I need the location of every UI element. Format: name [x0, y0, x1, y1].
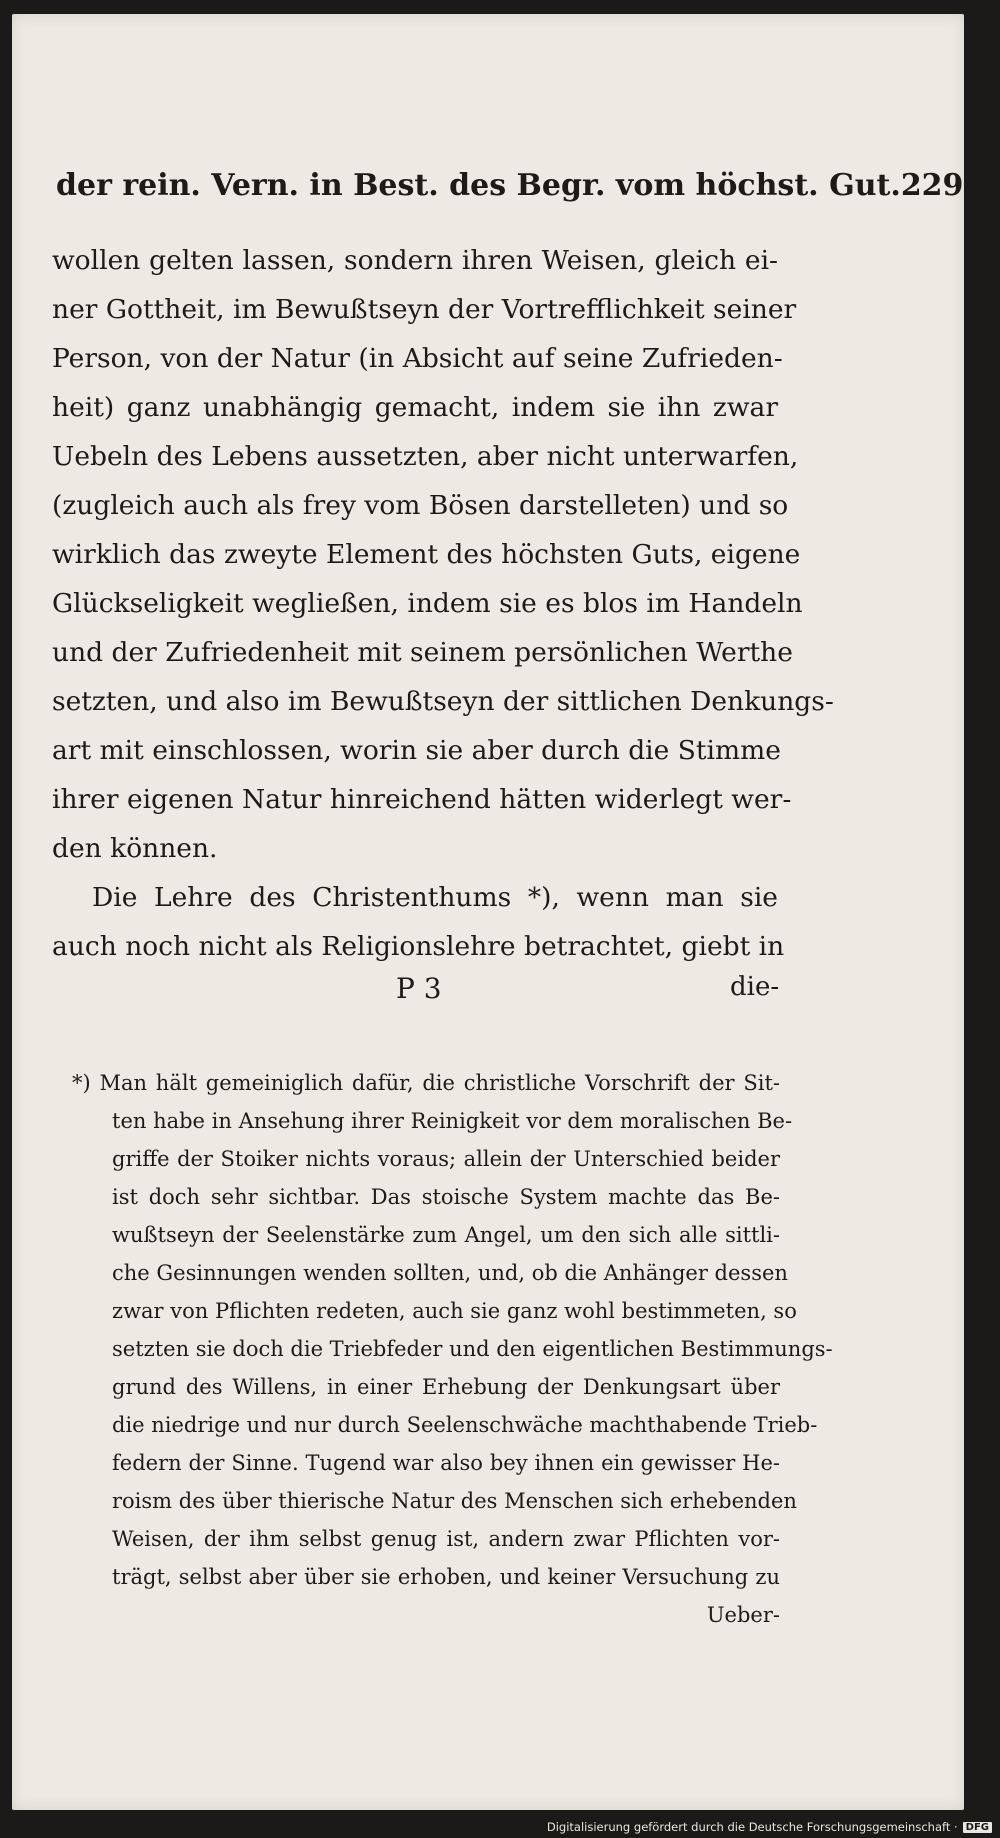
footnote-catchword: Ueber- — [706, 1603, 780, 1627]
text-line: wollen gelten lassen, sondern ihren Weisen, gleich ei- — [52, 245, 778, 276]
footnote — [72, 1064, 833, 1634]
main-text — [52, 236, 834, 971]
running-title: der rein. Vern. in Best. des Begr. vom höchst. Gut. — [56, 168, 901, 203]
dfg-logo: DFG — [963, 1822, 992, 1833]
footnote-line: wußtseyn der Seelenstärke zum Angel, um den sich alle sittli- — [112, 1223, 780, 1247]
footnote-line: *) Man hält gemeiniglich dafür, die christliche Vorschrift der Sit- — [72, 1071, 780, 1095]
text-line: heit) ganz unabhängig gemacht, indem sie ihn zwar — [52, 392, 778, 423]
footnote-line: roism des über thierische Natur des Menschen sich erhebenden — [112, 1489, 797, 1513]
text-line: Person, von der Natur (in Absicht auf seine Zufrieden- — [52, 343, 783, 374]
credit-text: Digitalisierung gefördert durch die Deutsche Forschungsgemeinschaft · — [546, 1820, 958, 1834]
footnote-line: ten habe in Ansehung ihrer Reinigkeit vor dem moralischen Be- — [112, 1109, 793, 1133]
text-line: und der Zufriedenheit mit seinem persönlichen Werthe — [52, 637, 793, 668]
paragraph-start-line: Die Lehre des Christenthums *), wenn man sie — [92, 882, 778, 913]
text-line: auch noch nicht als Religionslehre betrachtet, giebt in — [52, 931, 785, 962]
footnote-line: che Gesinnungen wenden sollten, und, ob die Anhänger dessen — [112, 1261, 788, 1285]
footnote-line: ist doch sehr sichtbar. Das stoische System machte das Be- — [112, 1185, 780, 1209]
text-line: Glückseligkeit wegließen, indem sie es blos im Handeln — [52, 588, 803, 619]
running-header — [56, 168, 964, 203]
footnote-line: setzten sie doch die Triebfeder und den eigentlichen Bestimmungs- — [112, 1337, 833, 1361]
digitization-credit — [547, 1820, 992, 1834]
text-line: den können. — [52, 833, 218, 864]
footnote-line: die niedrige und nur durch Seelenschwäche machthabende Trieb- — [112, 1413, 818, 1437]
text-line: ner Gottheit, im Bewußtseyn der Vortrefflichkeit seiner — [52, 294, 797, 325]
footnote-line: zwar von Pflichten redeten, auch sie ganz wohl bestimmeten, so — [112, 1299, 797, 1323]
text-line: Uebeln des Lebens aussetzten, aber nicht unterwarfen, — [52, 441, 799, 472]
footnote-line: grund des Willens, in einer Erhebung der Denkungsart über — [112, 1375, 780, 1399]
page-number: 229 — [900, 168, 964, 203]
book-page — [12, 14, 964, 1810]
text-line: setzten, und also im Bewußtseyn der sittlichen Denkungs- — [52, 686, 834, 717]
signature-mark: P 3 — [396, 972, 442, 1005]
catchword: die- — [730, 972, 780, 1002]
text-line: art mit einschlossen, worin sie aber durch die Stimme — [52, 735, 781, 766]
footnote-line: federn der Sinne. Tugend war also bey ihnen ein gewisser He- — [112, 1451, 780, 1475]
text-line: ihrer eigenen Natur hinreichend hätten widerlegt wer- — [52, 784, 792, 815]
text-line: wirklich das zweyte Element des höchsten Guts, eigene — [52, 539, 801, 570]
footnote-line: griffe der Stoiker nichts voraus; allein der Unterschied beider — [112, 1147, 780, 1171]
footnote-line: Weisen, der ihm selbst genug ist, andern zwar Pflichten vor- — [112, 1527, 780, 1551]
footnote-line: trägt, selbst aber über sie erhoben, und keiner Versuchung zu — [112, 1565, 780, 1589]
text-line: (zugleich auch als frey vom Bösen darstelleten) und so — [52, 490, 789, 521]
